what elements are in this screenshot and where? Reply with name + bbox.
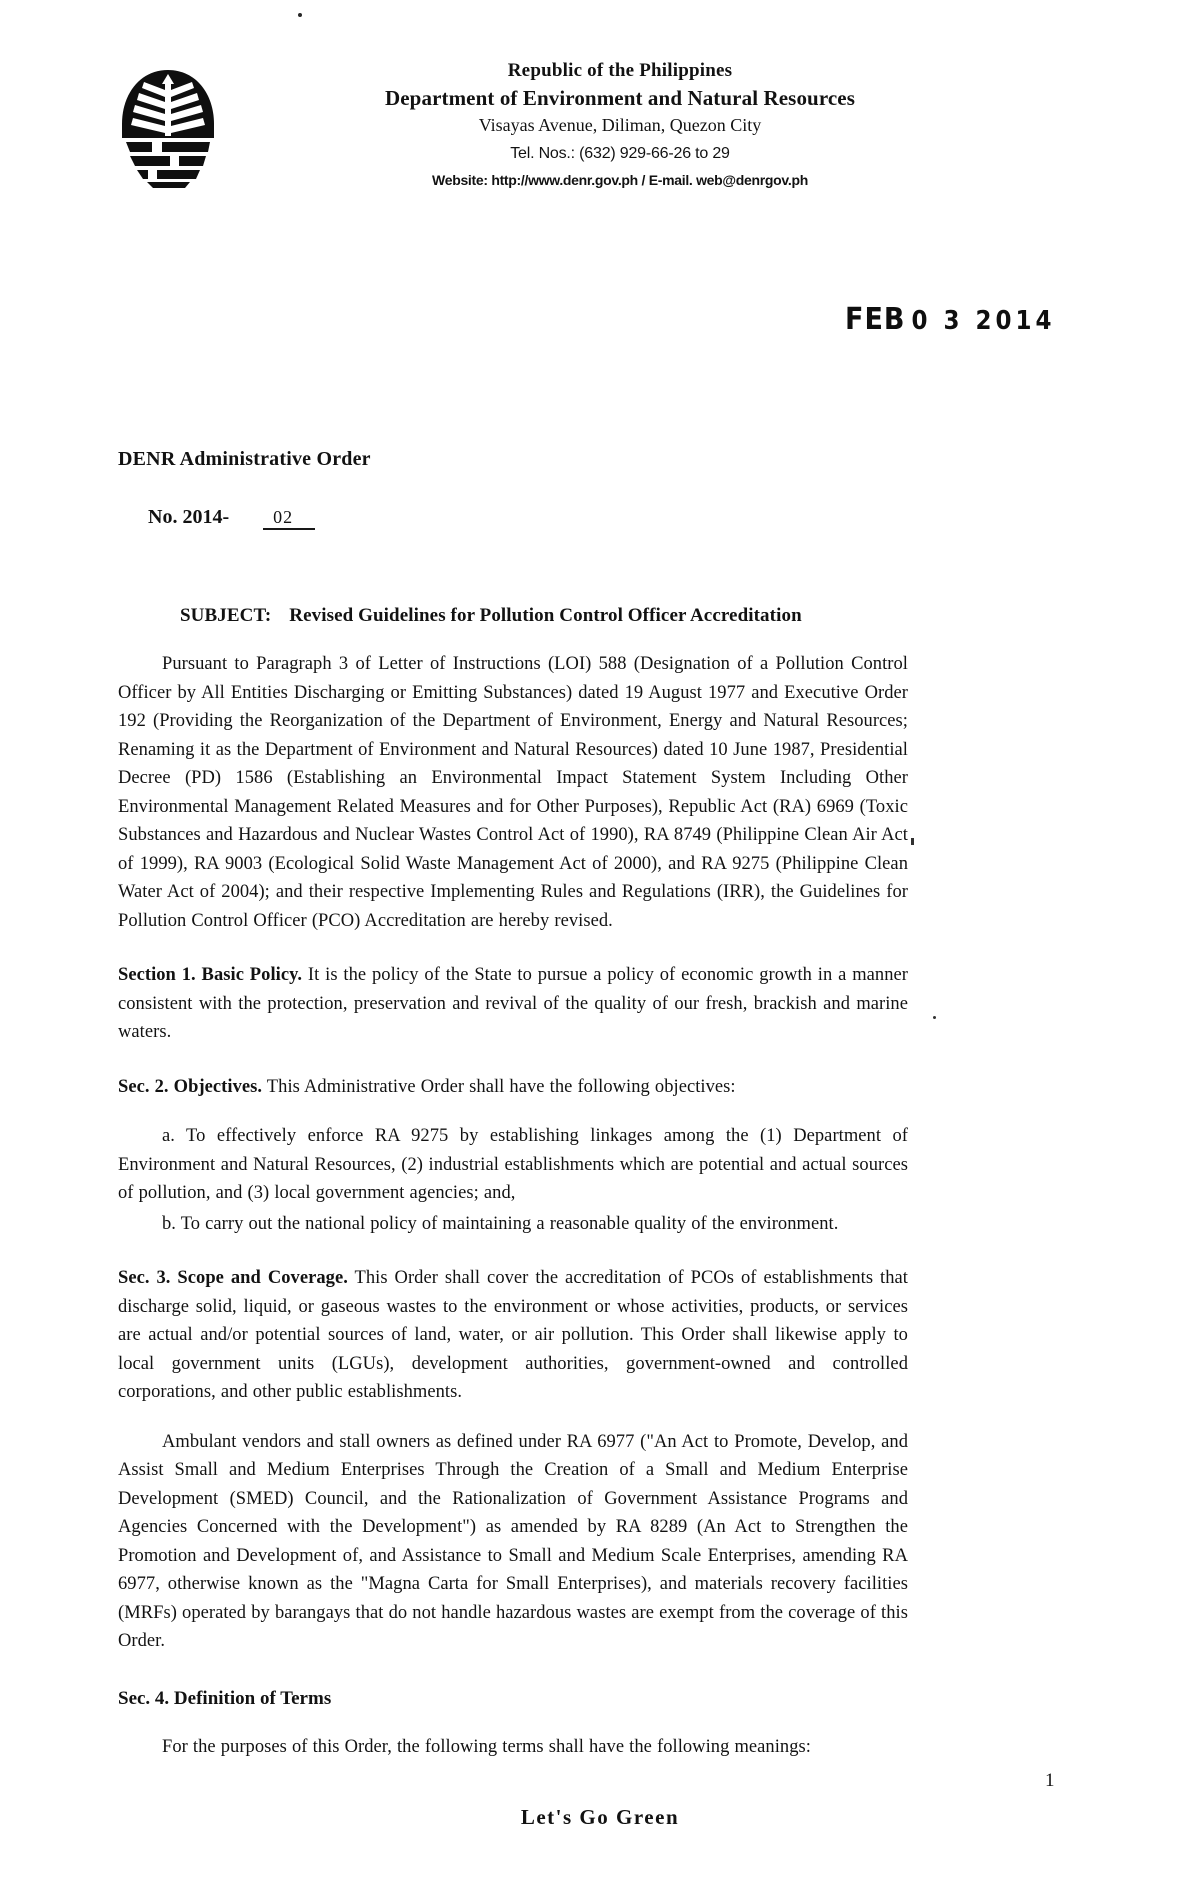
section-1 bbox=[118, 961, 908, 1047]
paragraph-pursuant: Pursuant to Paragraph 3 of Letter of Instructions (LOI) 588 (Designation of a Pollution Control Officer by All Entities Discharging or Emitting Substances) dated 19 August 1977 and Executive Order 192 (Providing the Reorganization of the Department of Environment, Energy and Natural Resources; Renaming it as the Department of Environment and Natural Resources) dated 10 June 1987, Presidential Decree (PD) 1586 (Establishing an Environmental Impact Statement System Including Other Environmental Management Related Measures and for Other Purposes), Republic Act (RA) 6969 (Toxic Substances and Hazardous and Nuclear Wastes Control Act of 1990), RA 8749 (Philippine Clean Air Act of 1999), RA 9003 (Ecological Solid Waste Management Act of 2000), and RA 9275 (Philippine Clean Water Act of 2004); and their respective Implementing Rules and Regulations (IRR), the Guidelines for Pollution Control Officer (PCO) Accreditation are hereby revised. bbox=[118, 654, 908, 931]
section-3-paragraph-2: Ambulant vendors and stall owners as defined under RA 6977 ("An Act to Promote, Develop, and Assist Small and Medium Enterprises Through the Creation of a Small and Medium Enterprise Development (SMED) Council, and the Rationalization of Government Assistance Programs and Agencies Concerned with the Development") as amended by RA 8289 (An Act to Strengthen the Promotion and Development of, and Assistance to Small and Medium Scale Enterprises, amending RA 6977, otherwise known as the "Magna Carta for Small Enterprises), and materials recovery facilities (MRFs) operated by barangays that do not handle hazardous wastes are exempt from the coverage of this Order. bbox=[118, 1431, 908, 1651]
section-2-heading: Sec. 2. Objectives. bbox=[118, 1076, 263, 1097]
section-2 bbox=[118, 1073, 908, 1102]
scan-speck bbox=[933, 1016, 936, 1019]
scan-speck bbox=[298, 13, 302, 17]
subject-line bbox=[118, 603, 908, 629]
section-1-body: It is the policy of the State to pursue a policy of economic growth in a manner consistent with the protection, preservation and revival of the quality of our fresh, brackish and marine waters. bbox=[118, 965, 908, 1042]
order-number-value: 02 bbox=[263, 507, 315, 530]
scan-speck bbox=[911, 838, 914, 845]
order-number-line bbox=[118, 474, 908, 561]
section-1-heading: Section 1. Basic Policy. bbox=[118, 965, 303, 985]
letterhead-telephone: Tel. Nos.: (632) 929-66-26 to 29 bbox=[510, 145, 730, 162]
letterhead-republic: Republic of the Philippines bbox=[507, 60, 733, 81]
section-2-body: This Administrative Order shall have the following objectives: bbox=[262, 1076, 736, 1097]
page-number: 1 bbox=[1045, 1770, 1055, 1791]
date-stamp-day-year: 0 3 2014 bbox=[911, 306, 1056, 336]
section-3-body: This Order shall cover the accreditation of PCOs of establishments that discharge solid, liquid, or gaseous wastes to the environment or whose activities, products, or services are actual and/or potential sources of land, water, or air pollution. This Order shall likewise apply to local government units (LGUs), development authorities, government-owned and controlled corporations, and other public establishments. bbox=[118, 1268, 909, 1402]
section-2-item-b: b. To carry out the national policy of maintaining a reasonable quality of the environment. bbox=[162, 1213, 839, 1234]
section-2-item-a: a. To effectively enforce RA 9275 by establishing linkages among the (1) Department of Environment and Natural Resources, (2) industrial establishments which are potential and actual sources of pollution, and (3) local government agencies; and, bbox=[118, 1126, 908, 1203]
order-title: DENR Administrative Order bbox=[118, 448, 371, 470]
letterhead-department: Department of Environment and Natural Resources bbox=[385, 86, 855, 110]
subject-label: SUBJECT: bbox=[180, 605, 272, 626]
footer-tagline: Let's Go Green bbox=[520, 1805, 680, 1829]
section-3 bbox=[118, 1264, 908, 1407]
letterhead-address: Visayas Avenue, Diliman, Quezon City bbox=[478, 115, 762, 135]
subject-text: Revised Guidelines for Pollution Control Officer Accreditation bbox=[289, 605, 802, 626]
section-3-heading: Sec. 3. Scope and Coverage. bbox=[118, 1268, 348, 1288]
denr-seal-icon bbox=[118, 68, 218, 190]
date-stamp bbox=[845, 302, 1056, 337]
section-4-body: For the purposes of this Order, the following terms shall have the following meanings: bbox=[162, 1736, 811, 1757]
letterhead-website: Website: http://www.denr.gov.ph / E-mail. web@denrgov.ph bbox=[432, 172, 808, 188]
order-number-label: No. 2014- bbox=[148, 506, 230, 528]
section-4-heading: Sec. 4. Definition of Terms bbox=[118, 1687, 332, 1709]
date-stamp-month: FEB bbox=[845, 302, 906, 337]
document-body bbox=[118, 445, 908, 1761]
